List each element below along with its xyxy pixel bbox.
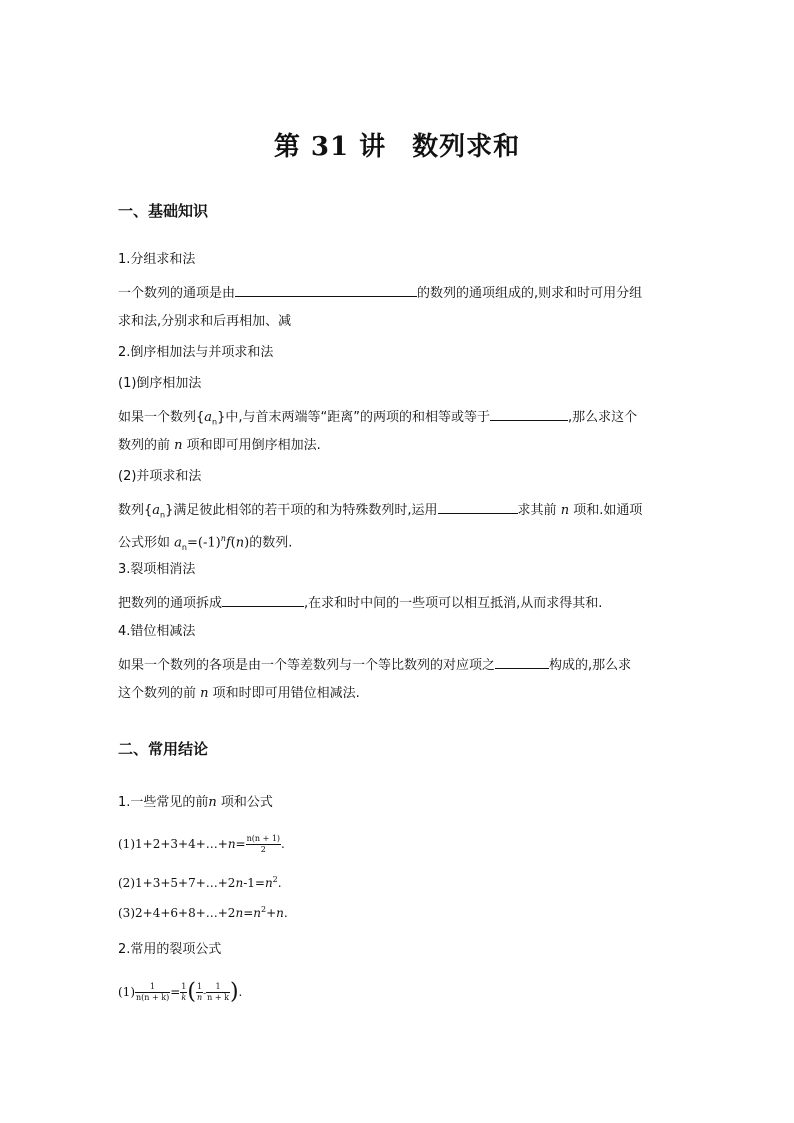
method-4-text-2: 这个数列的前 n 项和时即可用错位相减法. [118, 686, 360, 701]
method-2-text-2: 数列的前 n 项和即可用倒序相加法. [118, 438, 321, 453]
fill-blank[interactable] [495, 654, 549, 669]
fill-blank[interactable] [222, 592, 304, 607]
fraction: $\frac{1}{n + k}$ [207, 982, 229, 1002]
method-2-text-3: 数列$\{a_n\}$满足彼此相邻的若干项的和为特殊数列时,运用 求其前 n 项和.如通项 [118, 499, 678, 525]
formula-4: (1) $\frac{1}{n(n + k)}$ = $\frac{1}{k}$ ( $\frac{1}{n}$ - $\frac{1}{n + k}$ ). [118, 979, 243, 1005]
fill-blank[interactable] [438, 499, 518, 514]
method-3-text-1: 把数列的通项拆成 ,在求和时中间的一些项可以相互抵消,从而求得其和. [118, 592, 678, 613]
fraction: $\frac{1}{k}$ [181, 982, 187, 1002]
fraction: $\frac{n(n + 1)}{2}$ [246, 834, 281, 854]
formula-2: $(2)1+3+5+7+\dots+2n-1=n^2$. [118, 875, 282, 890]
section-heading-conclusions: 二、常用结论 [118, 740, 209, 758]
fill-blank[interactable] [235, 282, 417, 297]
method-3-title: 3.裂项相消法 [118, 562, 196, 577]
section-heading-basics: 一、基础知识 [118, 202, 209, 220]
method-2-text-1: 如果一个数列$\{a_n\}$中,与首末两端等“距离”的两项的和相等或等于 ,那么求这个 [118, 406, 678, 432]
method-2-sub-1: (1)倒序相加法 [118, 376, 202, 391]
formula-3: $(3)2+4+6+8+\dots+2n=n^2+n$. [118, 905, 288, 920]
conclusion-2-title: 2.常用的裂项公式 [118, 942, 222, 957]
lecture-number: 第 31 讲 [273, 132, 387, 162]
page-title [0, 126, 794, 163]
fraction: $\frac{1}{n}$ [196, 982, 203, 1002]
fill-blank[interactable] [490, 406, 568, 421]
method-2-title: 2.倒序相加法与并项求和法 [118, 345, 274, 360]
method-1-text-1: 一个数列的通项是由 的数列的通项组成的,则求和时可用分组 [118, 282, 678, 303]
fraction: $\frac{1}{n(n + k)}$ [136, 982, 170, 1002]
method-4-text-1: 如果一个数列的各项是由一个等差数列与一个等比数列的对应项之 构成的,那么求 [118, 654, 678, 675]
method-1-title: 1.分组求和法 [118, 252, 196, 267]
method-2-text-4: 公式形如 $a_n=(-1)^nf(n)$的数列. [118, 534, 293, 552]
lecture-topic: 数列求和 [412, 132, 521, 162]
method-4-title: 4.错位相减法 [118, 624, 196, 639]
method-1-text-2: 求和法,分别求和后再相加、减 [118, 314, 292, 329]
formula-1: (1)1+2+3+4+…+n= $\frac{n(n + 1)}{2}$ . [118, 834, 285, 854]
conclusion-1-title: 1.一些常见的前n 项和公式 [118, 795, 273, 810]
method-2-sub-2: (2)并项求和法 [118, 469, 202, 484]
